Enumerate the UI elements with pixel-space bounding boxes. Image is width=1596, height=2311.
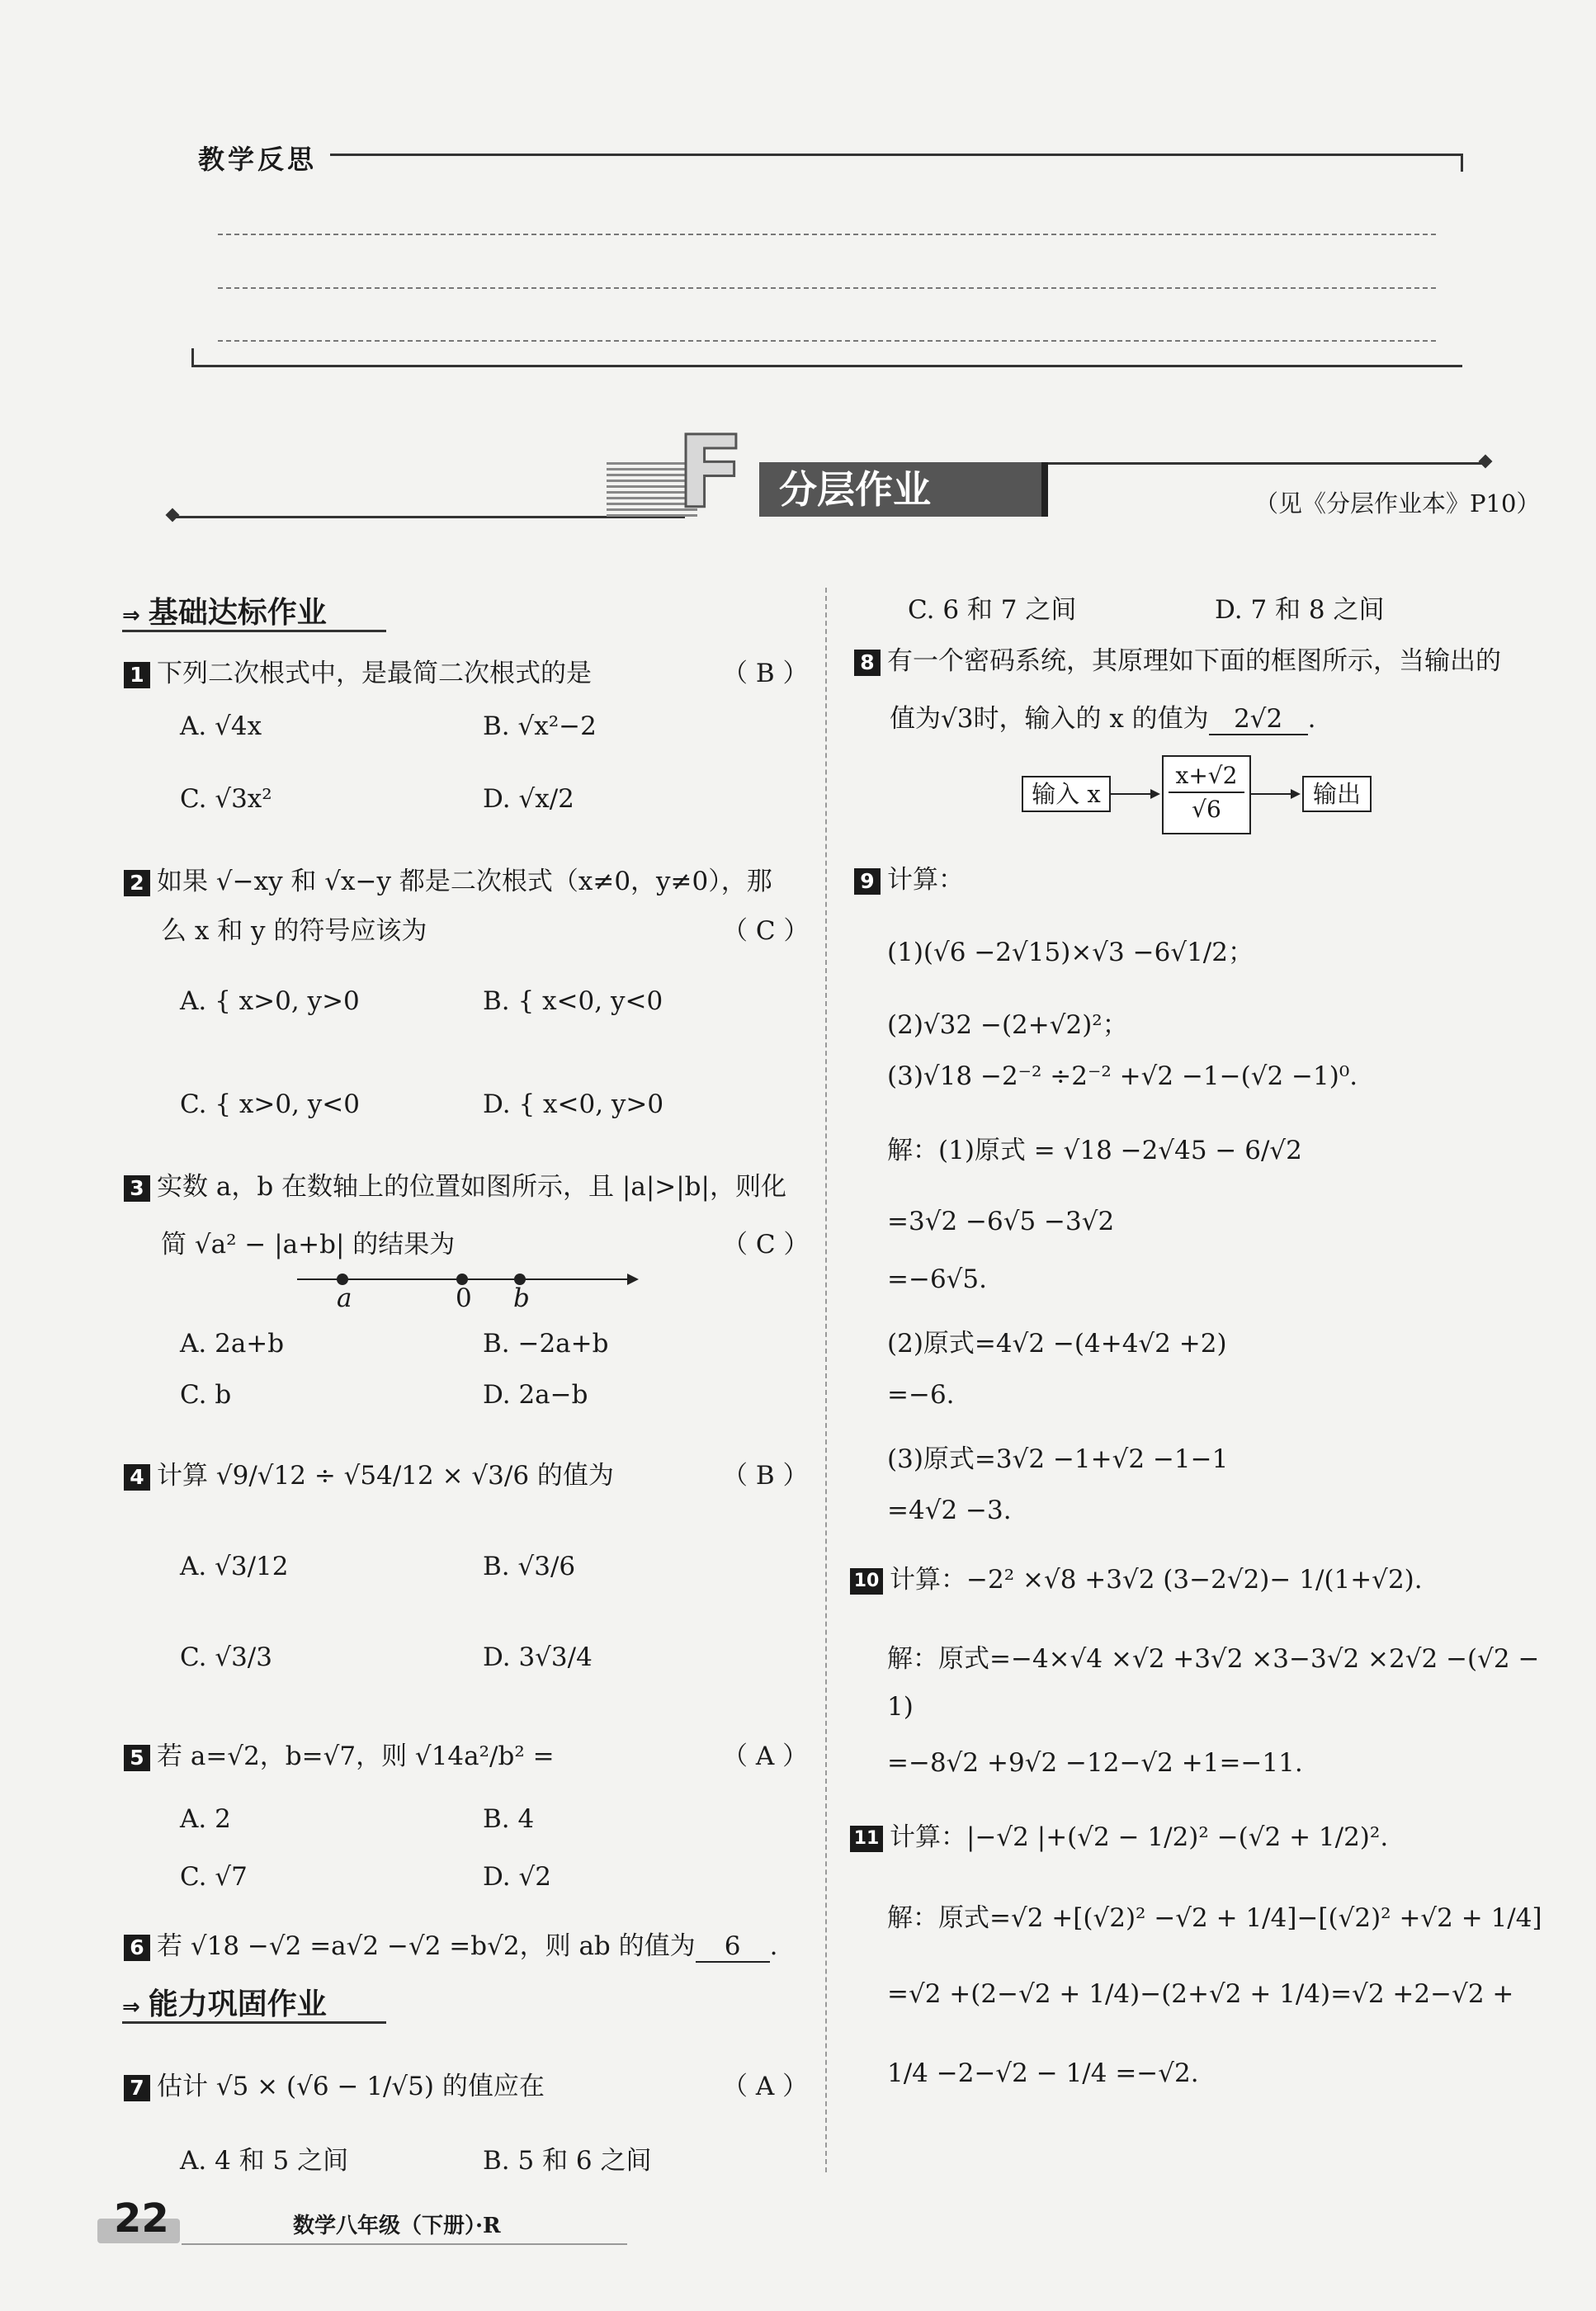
banner-right-dot <box>1479 455 1493 469</box>
footer-book-title: 数学八年级（下册）·R <box>293 2214 501 2238</box>
q1-option-b: B. √x²−2 <box>483 711 597 741</box>
q5-text: 若 a=√2，b=√7，则 √14a²/b² = <box>157 1742 555 1771</box>
q3-text: 实数 a，b 在数轴上的位置如图所示，且 |a|>|b|，则化 <box>157 1172 786 1202</box>
section-basic-label: 基础达标作业 <box>148 596 327 630</box>
reflection-line-3 <box>218 340 1436 342</box>
q8-arrow-1 <box>1109 786 1162 802</box>
q10-number: 10 <box>850 1568 883 1595</box>
q7-option-d: D. 7 和 8 之间 <box>1215 595 1385 625</box>
q6-blank: 6 <box>696 1931 770 1963</box>
q11-solution-1: 解：原式=√2 +[(√2)² −√2 + 1/4]−[(√2)² +√2 + 1/4] <box>887 1903 1542 1933</box>
q6-stem: 6 若 √18 −√2 =a√2 −√2 =b√2，则 ab 的值为 6 . <box>124 1925 778 1963</box>
q11-stem <box>850 1816 1388 1853</box>
q7-option-a: A. 4 和 5 之间 <box>180 2146 349 2176</box>
q3-option-a: A. 2a+b <box>180 1329 285 1359</box>
q2-option-a: A. { x>0, y>0 <box>180 986 360 1016</box>
q4-option-c: C. √3/3 <box>180 1642 272 1672</box>
q10-solution-2: =−8√2 +9√2 −12−√2 +1=−11. <box>887 1748 1303 1778</box>
q1-answer: （ B ） <box>722 659 809 688</box>
q10-stem <box>850 1558 1423 1595</box>
q9-solution-4: (2)原式=4√2 −(4+4√2 +2) <box>887 1329 1227 1359</box>
section-basic-underline <box>122 630 386 632</box>
q10-solution-1b: 1) <box>887 1692 914 1722</box>
q5-stem <box>124 1735 555 1772</box>
q4-option-a: A. √3/12 <box>180 1552 289 1581</box>
q4-number: 4 <box>124 1464 150 1491</box>
banner-title: 分层作业 <box>779 467 931 512</box>
q5-option-d: D. √2 <box>483 1862 551 1892</box>
q9-part-3: (3)√18 −2⁻² ÷2⁻² +√2 −1−(√2 −1)⁰. <box>887 1061 1358 1091</box>
q1-option-a: A. √4x <box>180 711 262 741</box>
section-ability-underline <box>122 2021 386 2024</box>
q2-answer: （ C ） <box>722 916 810 946</box>
column-divider <box>825 588 827 2172</box>
section-arrow-icon: ⇒ <box>122 603 140 628</box>
q3-label-0: 0 <box>456 1283 472 1313</box>
q8-formula-denominator: √6 <box>1192 796 1221 823</box>
q7-answer: （ A ） <box>722 2072 809 2101</box>
reflection-bottom-rule <box>191 365 1462 367</box>
q8-text-2: 值为√3时，输入的 x 的值为 <box>890 704 1209 734</box>
q10-text: 计算：−2² ×√8 +3√2 (3−2√2)− 1/(1+√2). <box>890 1565 1423 1595</box>
q1-number: 1 <box>124 662 150 688</box>
q9-part-2: (2)√32 −(2+√2)²； <box>887 1010 1128 1040</box>
q3-number: 3 <box>124 1175 150 1202</box>
banner-letter: F <box>677 416 744 531</box>
q5-answer: （ A ） <box>722 1742 809 1771</box>
q7-option-c: C. 6 和 7 之间 <box>908 595 1077 625</box>
q2-number: 2 <box>124 870 150 896</box>
q4-stem <box>124 1454 614 1491</box>
q2-option-b: B. { x<0, y<0 <box>483 986 663 1016</box>
q11-solution-3: 1/4 −2−√2 − 1/4 =−√2. <box>887 2058 1199 2088</box>
q8-formula-numerator: x+√2 <box>1169 760 1244 793</box>
q4-option-b: B. √3/6 <box>483 1552 576 1581</box>
section-ability <box>122 1981 327 2023</box>
q3-option-d: D. 2a−b <box>483 1380 588 1410</box>
banner-title-box <box>759 462 1048 517</box>
q5-option-c: C. √7 <box>180 1862 248 1892</box>
q9-solution-3: =−6√5. <box>887 1264 988 1294</box>
q3-option-b: B. −2a+b <box>483 1329 609 1359</box>
q3-label-a: a <box>337 1283 352 1313</box>
q4-answer: （ B ） <box>722 1461 809 1491</box>
q2-option-c: C. { x>0, y<0 <box>180 1089 360 1119</box>
q1-stem <box>124 652 592 689</box>
q3-stem-2: 简 √a² − |a+b| 的结果为 <box>161 1230 456 1259</box>
q9-solution-6: (3)原式=3√2 −1+√2 −1−1 <box>887 1444 1229 1474</box>
q2-option-d: D. { x<0, y>0 <box>483 1089 664 1119</box>
q8-formula-box <box>1162 755 1251 834</box>
section-arrow-icon-2: ⇒ <box>122 1995 140 2020</box>
section-basic <box>122 589 327 631</box>
q9-text: 计算： <box>887 865 964 895</box>
q3-stem <box>124 1165 786 1203</box>
q9-solution-5: =−6. <box>887 1380 955 1410</box>
reflection-line-2 <box>218 287 1436 289</box>
q9-solution-2: =3√2 −6√5 −3√2 <box>887 1207 1115 1236</box>
q7-stem <box>124 2065 545 2102</box>
section-ability-label: 能力巩固作业 <box>148 1987 327 2021</box>
q9-solution-7: =4√2 −3. <box>887 1496 1012 1525</box>
q9-number: 9 <box>854 868 881 895</box>
reflection-line-1 <box>218 234 1436 235</box>
q7-option-b: B. 5 和 6 之间 <box>483 2146 652 2176</box>
q7-number: 7 <box>124 2075 150 2101</box>
banner-title-bar <box>1041 462 1048 517</box>
q6-text: 若 √18 −√2 =a√2 −√2 =b√2，则 ab 的值为 <box>157 1931 696 1961</box>
q5-number: 5 <box>124 1745 150 1771</box>
q2-text: 如果 √−xy 和 √x−y 都是二次根式（x≠0，y≠0），那 <box>157 867 772 896</box>
q8-number: 8 <box>854 650 881 676</box>
q9-solution-1: 解：(1)原式 = √18 −2√45 − 6/√2 <box>887 1136 1302 1165</box>
q4-option-d: D. 3√3/4 <box>483 1642 593 1672</box>
q8-arrow-2 <box>1249 786 1302 802</box>
q8-blank: 2√2 <box>1209 704 1308 735</box>
q11-solution-2: =√2 +(2−√2 + 1/4)−(2+√2 + 1/4)=√2 +2−√2 + <box>887 1979 1514 2009</box>
q2-stem-2: 么 x 和 y 的符号应该为 <box>161 916 427 946</box>
banner-right-rule <box>1048 462 1485 465</box>
reflection-top-rule <box>330 154 1462 156</box>
q9-stem <box>854 858 964 896</box>
q7-text: 估计 √5 × (√6 − 1/√5) 的值应在 <box>157 2072 545 2101</box>
page-number: 22 <box>114 2195 169 2242</box>
q2-stem <box>124 860 772 897</box>
q10-solution-1: 解：原式=−4×√4 ×√2 +3√2 ×3−3√2 ×2√2 −(√2 − <box>887 1644 1540 1674</box>
q8-input-box: 输入 x <box>1022 776 1111 812</box>
q11-text: 计算：|−√2 |+(√2 − 1/2)² −(√2 + 1/2)². <box>890 1822 1389 1852</box>
q6-number: 6 <box>124 1935 150 1961</box>
q1-option-d: D. √x/2 <box>483 784 574 814</box>
q1-option-c: C. √3x² <box>180 784 272 814</box>
q9-part-1: (1)(√6 −2√15)×√3 −6√1/2； <box>887 938 1254 967</box>
q3-option-c: C. b <box>180 1380 232 1410</box>
reflection-left-tick <box>191 348 194 366</box>
q3-label-b: b <box>513 1283 530 1313</box>
banner-left-dot <box>166 508 180 522</box>
q8-text: 有一个密码系统，其原理如下面的框图所示，当输出的 <box>887 646 1501 676</box>
q3-answer: （ C ） <box>722 1230 810 1259</box>
reflection-title: 教学反思 <box>198 144 318 175</box>
q11-number: 11 <box>850 1826 883 1852</box>
banner-reference: （见《分层作业本》P10） <box>1254 489 1541 517</box>
q8-stem <box>854 640 1501 677</box>
q5-option-b: B. 4 <box>483 1804 535 1834</box>
q8-stem-2: 值为√3时，输入的 x 的值为 2√2 . <box>890 704 1316 734</box>
q8-output-box: 输出 <box>1302 776 1372 812</box>
reflection-right-tick <box>1461 154 1463 172</box>
q4-text: 计算 √9/√12 ÷ √54/12 × √3/6 的值为 <box>157 1461 614 1491</box>
footer-rule <box>182 2243 627 2245</box>
q5-option-a: A. 2 <box>180 1804 231 1834</box>
q1-text: 下列二次根式中，是最简二次根式的是 <box>157 659 592 688</box>
